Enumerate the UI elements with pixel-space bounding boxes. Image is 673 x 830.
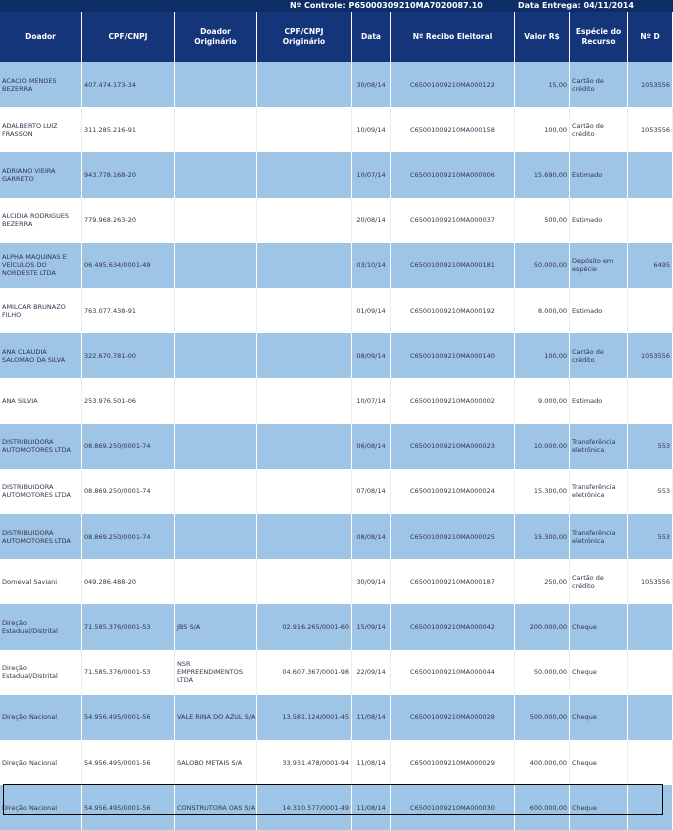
cell-cpf-cnpj: 08.869.250/0001-74 [82, 514, 175, 559]
cell-numero-documento: 6495 [628, 243, 673, 288]
cell-especie-recurso: Cheque [570, 740, 628, 785]
header-numero-documento: Nº D [628, 12, 673, 62]
document-top-bar [0, 0, 673, 12]
cell-numero-documento: 1053556 [628, 107, 673, 152]
cell-valor: 500,00 [515, 198, 570, 243]
cell-valor: 15,00 [515, 62, 570, 107]
table-row [0, 378, 673, 423]
header-recibo-eleitoral: Nº Recibo Eleitoral [391, 12, 515, 62]
header-valor: Valor R$ [515, 12, 570, 62]
cell-recibo-eleitoral: C65001009210MA000044 [391, 650, 515, 695]
cell-doador-originario [175, 152, 257, 197]
cell-numero-documento [628, 695, 673, 740]
cell-especie-recurso: Cheque [570, 604, 628, 649]
cell-doador: ACACIO MENDES BEZERRA [0, 62, 82, 107]
cell-doador: DISTRIBUIDORA AUTOMOTORES LTDA [0, 424, 82, 469]
cell-data: 08/09/14 [352, 333, 391, 378]
cell-doador-originario [175, 424, 257, 469]
cell-doador-originario: VALE RINA DO AZUL S/A [175, 695, 257, 740]
cell-doador: ALPHA MAQUINAS E VEÍCULOS DO NORDESTE LTDA [0, 243, 82, 288]
cell-numero-documento [628, 288, 673, 333]
cell-recibo-eleitoral: C65001009210MA000030 [391, 785, 515, 830]
cell-cpf-cnpj: 54.956.495/0001-56 [82, 695, 175, 740]
cell-numero-documento: 1053556 [628, 62, 673, 107]
cell-especie-recurso: Depósito em espécie [570, 243, 628, 288]
cell-numero-documento: 553 [628, 469, 673, 514]
cell-cpf-cnpj-originario [257, 152, 352, 197]
cell-doador-originario [175, 243, 257, 288]
cell-valor: 200.000,00 [515, 604, 570, 649]
table-row [0, 695, 673, 740]
cell-numero-documento [628, 785, 673, 830]
cell-valor: 50.000,00 [515, 650, 570, 695]
cell-doador: DISTRIBUIDORA AUTOMOTORES LTDA [0, 514, 82, 559]
cell-cpf-cnpj: 049.286.488-20 [82, 559, 175, 604]
cell-especie-recurso: Estimado [570, 288, 628, 333]
cell-doador: ADRIANO VIEIRA GARRETO [0, 152, 82, 197]
cell-data: 08/08/14 [352, 514, 391, 559]
cell-valor: 600.000,00 [515, 785, 570, 830]
header-data: Data [352, 12, 391, 62]
cell-recibo-eleitoral: C65001009210MA000037 [391, 198, 515, 243]
cell-valor: 9.000,00 [515, 378, 570, 423]
cell-cpf-cnpj: 54.956.495/0001-56 [82, 740, 175, 785]
cell-cpf-cnpj: 08.869.250/0001-74 [82, 469, 175, 514]
header-cpf-cnpj: CPF/CNPJ [82, 12, 175, 62]
cell-especie-recurso: Cartão de crédito [570, 333, 628, 378]
cell-data: 03/10/14 [352, 243, 391, 288]
table-row [0, 604, 673, 649]
cell-especie-recurso: Estimado [570, 198, 628, 243]
header-especie-recurso: Espécie do Recurso [570, 12, 628, 62]
cell-doador: ANA SILVIA [0, 378, 82, 423]
table-row [0, 107, 673, 152]
cell-valor: 500.000,00 [515, 695, 570, 740]
cell-recibo-eleitoral: C65001009210MA000029 [391, 740, 515, 785]
table-row [0, 740, 673, 785]
cell-cpf-cnpj-originario [257, 559, 352, 604]
cell-doador: Direção Estadual/Distrital [0, 604, 82, 649]
cell-recibo-eleitoral: C65001009210MA000028 [391, 695, 515, 740]
cell-recibo-eleitoral: C65001009210MA000192 [391, 288, 515, 333]
cell-especie-recurso: Cheque [570, 695, 628, 740]
cell-numero-documento: 1053556 [628, 333, 673, 378]
cell-data: 10/07/14 [352, 152, 391, 197]
cell-numero-documento: 553 [628, 514, 673, 559]
cell-numero-documento [628, 740, 673, 785]
cell-doador: Direção Estadual/Distrital [0, 650, 82, 695]
cell-valor: 250,00 [515, 559, 570, 604]
cell-valor: 15.300,00 [515, 469, 570, 514]
cell-data: 11/08/14 [352, 785, 391, 830]
cell-doador-originario: JBS S/A [175, 604, 257, 649]
table-row [0, 424, 673, 469]
cell-especie-recurso: Transferência eletrônica [570, 514, 628, 559]
cell-valor: 100,00 [515, 333, 570, 378]
cell-numero-documento [628, 650, 673, 695]
cell-data: 30/09/14 [352, 559, 391, 604]
table-row [0, 198, 673, 243]
cell-especie-recurso: Cartão de crédito [570, 62, 628, 107]
cell-especie-recurso: Estimado [570, 152, 628, 197]
cell-doador-originario [175, 559, 257, 604]
table-row [0, 62, 673, 107]
cell-cpf-cnpj: 322.670.781-00 [82, 333, 175, 378]
cell-recibo-eleitoral: C65001009210MA000002 [391, 378, 515, 423]
cell-valor: 15.690,00 [515, 152, 570, 197]
cell-data: 15/09/14 [352, 604, 391, 649]
cell-especie-recurso: Estimado [570, 378, 628, 423]
cell-data: 11/08/14 [352, 695, 391, 740]
cell-cpf-cnpj-originario [257, 198, 352, 243]
cell-doador-originario [175, 514, 257, 559]
cell-doador: Dorneval Saviani [0, 559, 82, 604]
cell-cpf-cnpj: 253.976.501-06 [82, 378, 175, 423]
cell-recibo-eleitoral: C65001009210MA000122 [391, 62, 515, 107]
header-cpf-cnpj-originario: CPF/CNPJ Originário [257, 12, 352, 62]
cell-cpf-cnpj-originario [257, 469, 352, 514]
cell-especie-recurso: Cheque [570, 785, 628, 830]
cell-especie-recurso: Transferência eletrônica [570, 469, 628, 514]
cell-valor: 400.000,00 [515, 740, 570, 785]
cell-recibo-eleitoral: C65001009210MA000006 [391, 152, 515, 197]
cell-cpf-cnpj: 407.474.173-34 [82, 62, 175, 107]
cell-cpf-cnpj: 71.585.376/0001-53 [82, 650, 175, 695]
cell-valor: 15.300,00 [515, 514, 570, 559]
cell-cpf-cnpj: 779.968.263-20 [82, 198, 175, 243]
cell-data: 10/09/14 [352, 107, 391, 152]
table-row [0, 333, 673, 378]
cell-cpf-cnpj: 311.285.216-91 [82, 107, 175, 152]
cell-recibo-eleitoral: C65001009210MA000042 [391, 604, 515, 649]
cell-data: 06/08/14 [352, 424, 391, 469]
cell-doador: ADALBERTO LUIZ FRASSON [0, 107, 82, 152]
table-row [0, 650, 673, 695]
cell-cpf-cnpj-originario [257, 107, 352, 152]
cell-cpf-cnpj-originario [257, 333, 352, 378]
cell-valor: 10.000,00 [515, 424, 570, 469]
cell-cpf-cnpj-originario [257, 243, 352, 288]
cell-doador: DISTRIBUIDORA AUTOMOTORES LTDA [0, 469, 82, 514]
cell-doador-originario [175, 62, 257, 107]
cell-cpf-cnpj-originario: 13.581.124/0001-45 [257, 695, 352, 740]
table-row [0, 469, 673, 514]
cell-recibo-eleitoral: C65001009210MA000024 [391, 469, 515, 514]
cell-doador-originario [175, 288, 257, 333]
cell-cpf-cnpj: 06.495.634/0001-49 [82, 243, 175, 288]
cell-doador-originario [175, 107, 257, 152]
cell-especie-recurso: Cartão de crédito [570, 559, 628, 604]
cell-cpf-cnpj-originario [257, 378, 352, 423]
cell-data: 20/08/14 [352, 198, 391, 243]
cell-numero-documento: 1053556 [628, 559, 673, 604]
cell-especie-recurso: Cheque [570, 650, 628, 695]
cell-cpf-cnpj: 943.778.168-20 [82, 152, 175, 197]
cell-cpf-cnpj: 763.077.438-91 [82, 288, 175, 333]
control-number: Nº Controle: P65000309210MA7020087.10 [290, 1, 483, 10]
cell-doador-originario: NSR EMPREENDIMENTOS LTDA [175, 650, 257, 695]
cell-doador-originario [175, 198, 257, 243]
cell-doador: AMILCAR BRUNAZO FILHO [0, 288, 82, 333]
cell-cpf-cnpj-originario [257, 62, 352, 107]
cell-numero-documento [628, 378, 673, 423]
header-doador: Doador [0, 12, 82, 62]
cell-doador: ANA CLAUDIA SALOMAO DA SILVA [0, 333, 82, 378]
cell-valor: 100,00 [515, 107, 570, 152]
cell-numero-documento [628, 152, 673, 197]
cell-cpf-cnpj-originario: 33.931.478/0001-94 [257, 740, 352, 785]
cell-data: 22/09/14 [352, 650, 391, 695]
cell-recibo-eleitoral: C65001009210MA000187 [391, 559, 515, 604]
table-row [0, 785, 673, 830]
delivery-date: Data Entrega: 04/11/2014 [518, 1, 634, 10]
cell-data: 10/07/14 [352, 378, 391, 423]
cell-numero-documento [628, 604, 673, 649]
cell-data: 01/09/14 [352, 288, 391, 333]
cell-recibo-eleitoral: C65001009210MA000023 [391, 424, 515, 469]
table-row [0, 243, 673, 288]
cell-recibo-eleitoral: C65001009210MA000025 [391, 514, 515, 559]
cell-cpf-cnpj-originario [257, 424, 352, 469]
cell-doador: ALCIDIA RODRIGUES BEZERRA [0, 198, 82, 243]
cell-cpf-cnpj-originario: 02.916.265/0001-60 [257, 604, 352, 649]
cell-recibo-eleitoral: C65001009210MA000140 [391, 333, 515, 378]
cell-doador-originario: SALOBO METAIS S/A [175, 740, 257, 785]
table-row [0, 514, 673, 559]
cell-doador-originario [175, 469, 257, 514]
cell-data: 07/08/14 [352, 469, 391, 514]
cell-data: 30/08/14 [352, 62, 391, 107]
header-doador-originario: Doador Originário [175, 12, 257, 62]
cell-cpf-cnpj: 08.869.250/0001-74 [82, 424, 175, 469]
cell-cpf-cnpj-originario [257, 514, 352, 559]
cell-recibo-eleitoral: C65001009210MA000158 [391, 107, 515, 152]
cell-cpf-cnpj-originario: 14.310.577/0001-49 [257, 785, 352, 830]
cell-cpf-cnpj: 54.956.495/0001-56 [82, 785, 175, 830]
cell-doador-originario [175, 333, 257, 378]
cell-doador: Direção Nacional [0, 785, 82, 830]
cell-doador-originario: CONSTRUTORA OAS S/A [175, 785, 257, 830]
cell-data: 11/08/14 [352, 740, 391, 785]
table-row [0, 559, 673, 604]
cell-valor: 8.000,00 [515, 288, 570, 333]
cell-numero-documento: 553 [628, 424, 673, 469]
cell-cpf-cnpj-originario: 04.607.367/0001-98 [257, 650, 352, 695]
table-row [0, 288, 673, 333]
cell-doador: Direção Nacional [0, 740, 82, 785]
cell-doador-originario [175, 378, 257, 423]
cell-cpf-cnpj: 71.585.376/0001-53 [82, 604, 175, 649]
table-row [0, 152, 673, 197]
cell-numero-documento [628, 198, 673, 243]
cell-doador: Direção Nacional [0, 695, 82, 740]
cell-especie-recurso: Transferência eletrônica [570, 424, 628, 469]
cell-especie-recurso: Cartão de crédito [570, 107, 628, 152]
table-header [0, 12, 673, 62]
cell-valor: 50.000,00 [515, 243, 570, 288]
cell-cpf-cnpj-originario [257, 288, 352, 333]
cell-recibo-eleitoral: C65001009210MA000181 [391, 243, 515, 288]
